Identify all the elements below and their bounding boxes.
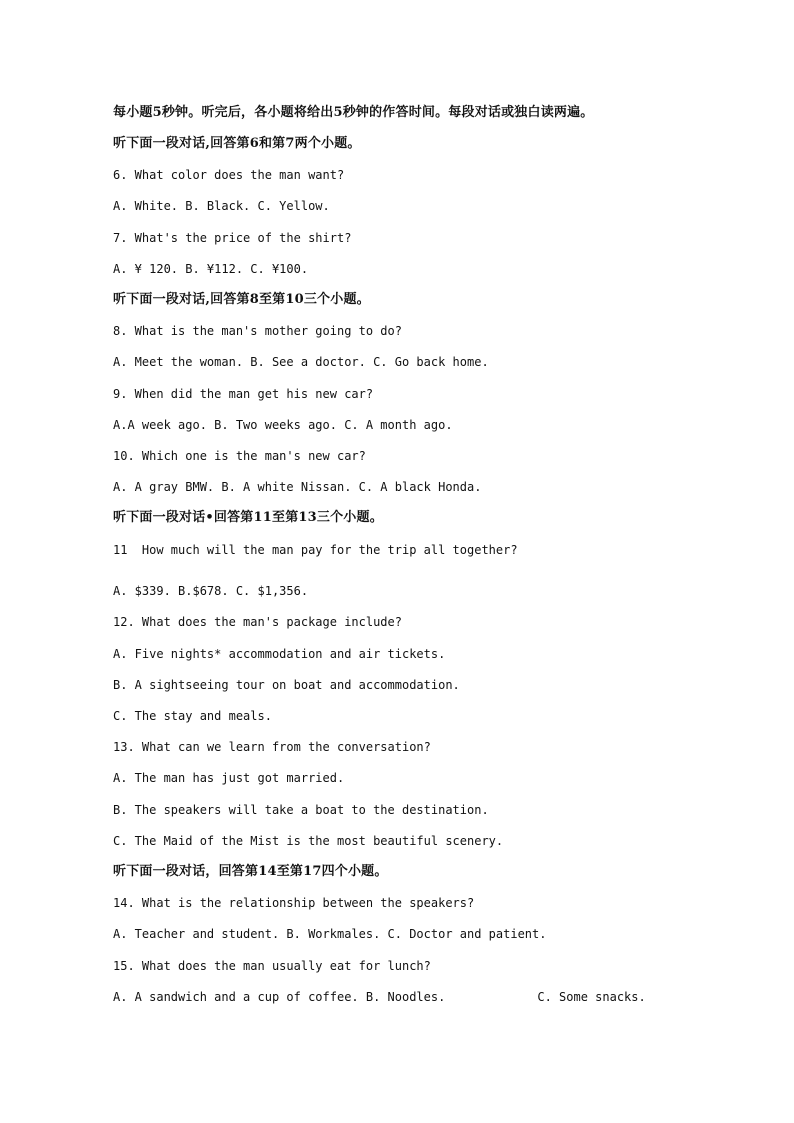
answer-options: A. $339. B.$678. C. $1,356. (113, 584, 309, 598)
answer-option: A. Five nights* accommodation and air tickets. (113, 647, 446, 661)
answer-options: A. Meet the woman. B. See a doctor. C. Go back home. (113, 355, 489, 369)
answer-option: B. The speakers will take a boat to the destination. (113, 803, 489, 817)
answer-options (113, 990, 646, 1004)
answer-option: B. A sightseeing tour on boat and accommodation. (113, 678, 460, 692)
question-text: 15. What does the man usually eat for lunch? (113, 959, 431, 973)
instruction-line: 每小题5秒钟。听完后，各小题将给出5秒钟的作答时间。每段对话或独白读两遍。 (113, 105, 594, 120)
answer-options: A. Teacher and student. B. Workmales. C. Doctor and patient. (113, 927, 547, 941)
answer-option: A. The man has just got married. (113, 771, 345, 785)
question-text: 8. What is the man's mother going to do? (113, 324, 402, 338)
answer-options: A. ¥ 120. B. ¥112. C. ¥100. (113, 262, 309, 276)
question-text: 14. What is the relationship between the speakers? (113, 896, 475, 910)
question-text: 12. What does the man's package include? (113, 615, 402, 629)
question-text: 7. What's the price of the shirt? (113, 231, 352, 245)
question-text: 13. What can we learn from the conversation? (113, 740, 431, 754)
answer-option: C. The stay and meals. (113, 709, 272, 723)
answer-options: A. A gray BMW. B. A white Nissan. C. A black Honda. (113, 480, 482, 494)
section-heading: 听下面一段对话,回答第8至第10三个小题。 (113, 292, 370, 307)
section-heading: 听下面一段对话•回答第11至第13三个小题。 (113, 510, 383, 525)
question-text: 10. Which one is the man's new car? (113, 449, 366, 463)
answer-option: C. The Maid of the Mist is the most beautiful scenery. (113, 834, 504, 848)
question-text: 9. When did the man get his new car? (113, 387, 374, 401)
answer-options: A. White. B. Black. C. Yellow. (113, 199, 330, 213)
answer-option-c: C. Some snacks. (537, 990, 646, 1004)
question-text: 11 How much will the man pay for the trip all together? (113, 543, 518, 557)
answer-options: A.A week ago. B. Two weeks ago. C. A month ago. (113, 418, 453, 432)
question-text: 6. What color does the man want? (113, 168, 345, 182)
answer-options-main: A. A sandwich and a cup of coffee. B. Noodles. (113, 990, 446, 1004)
section-heading: 听下面一段对话,回答第6和第7两个小题。 (113, 136, 361, 151)
section-heading: 听下面一段对话，回答第14至第17四个小题。 (113, 864, 388, 879)
